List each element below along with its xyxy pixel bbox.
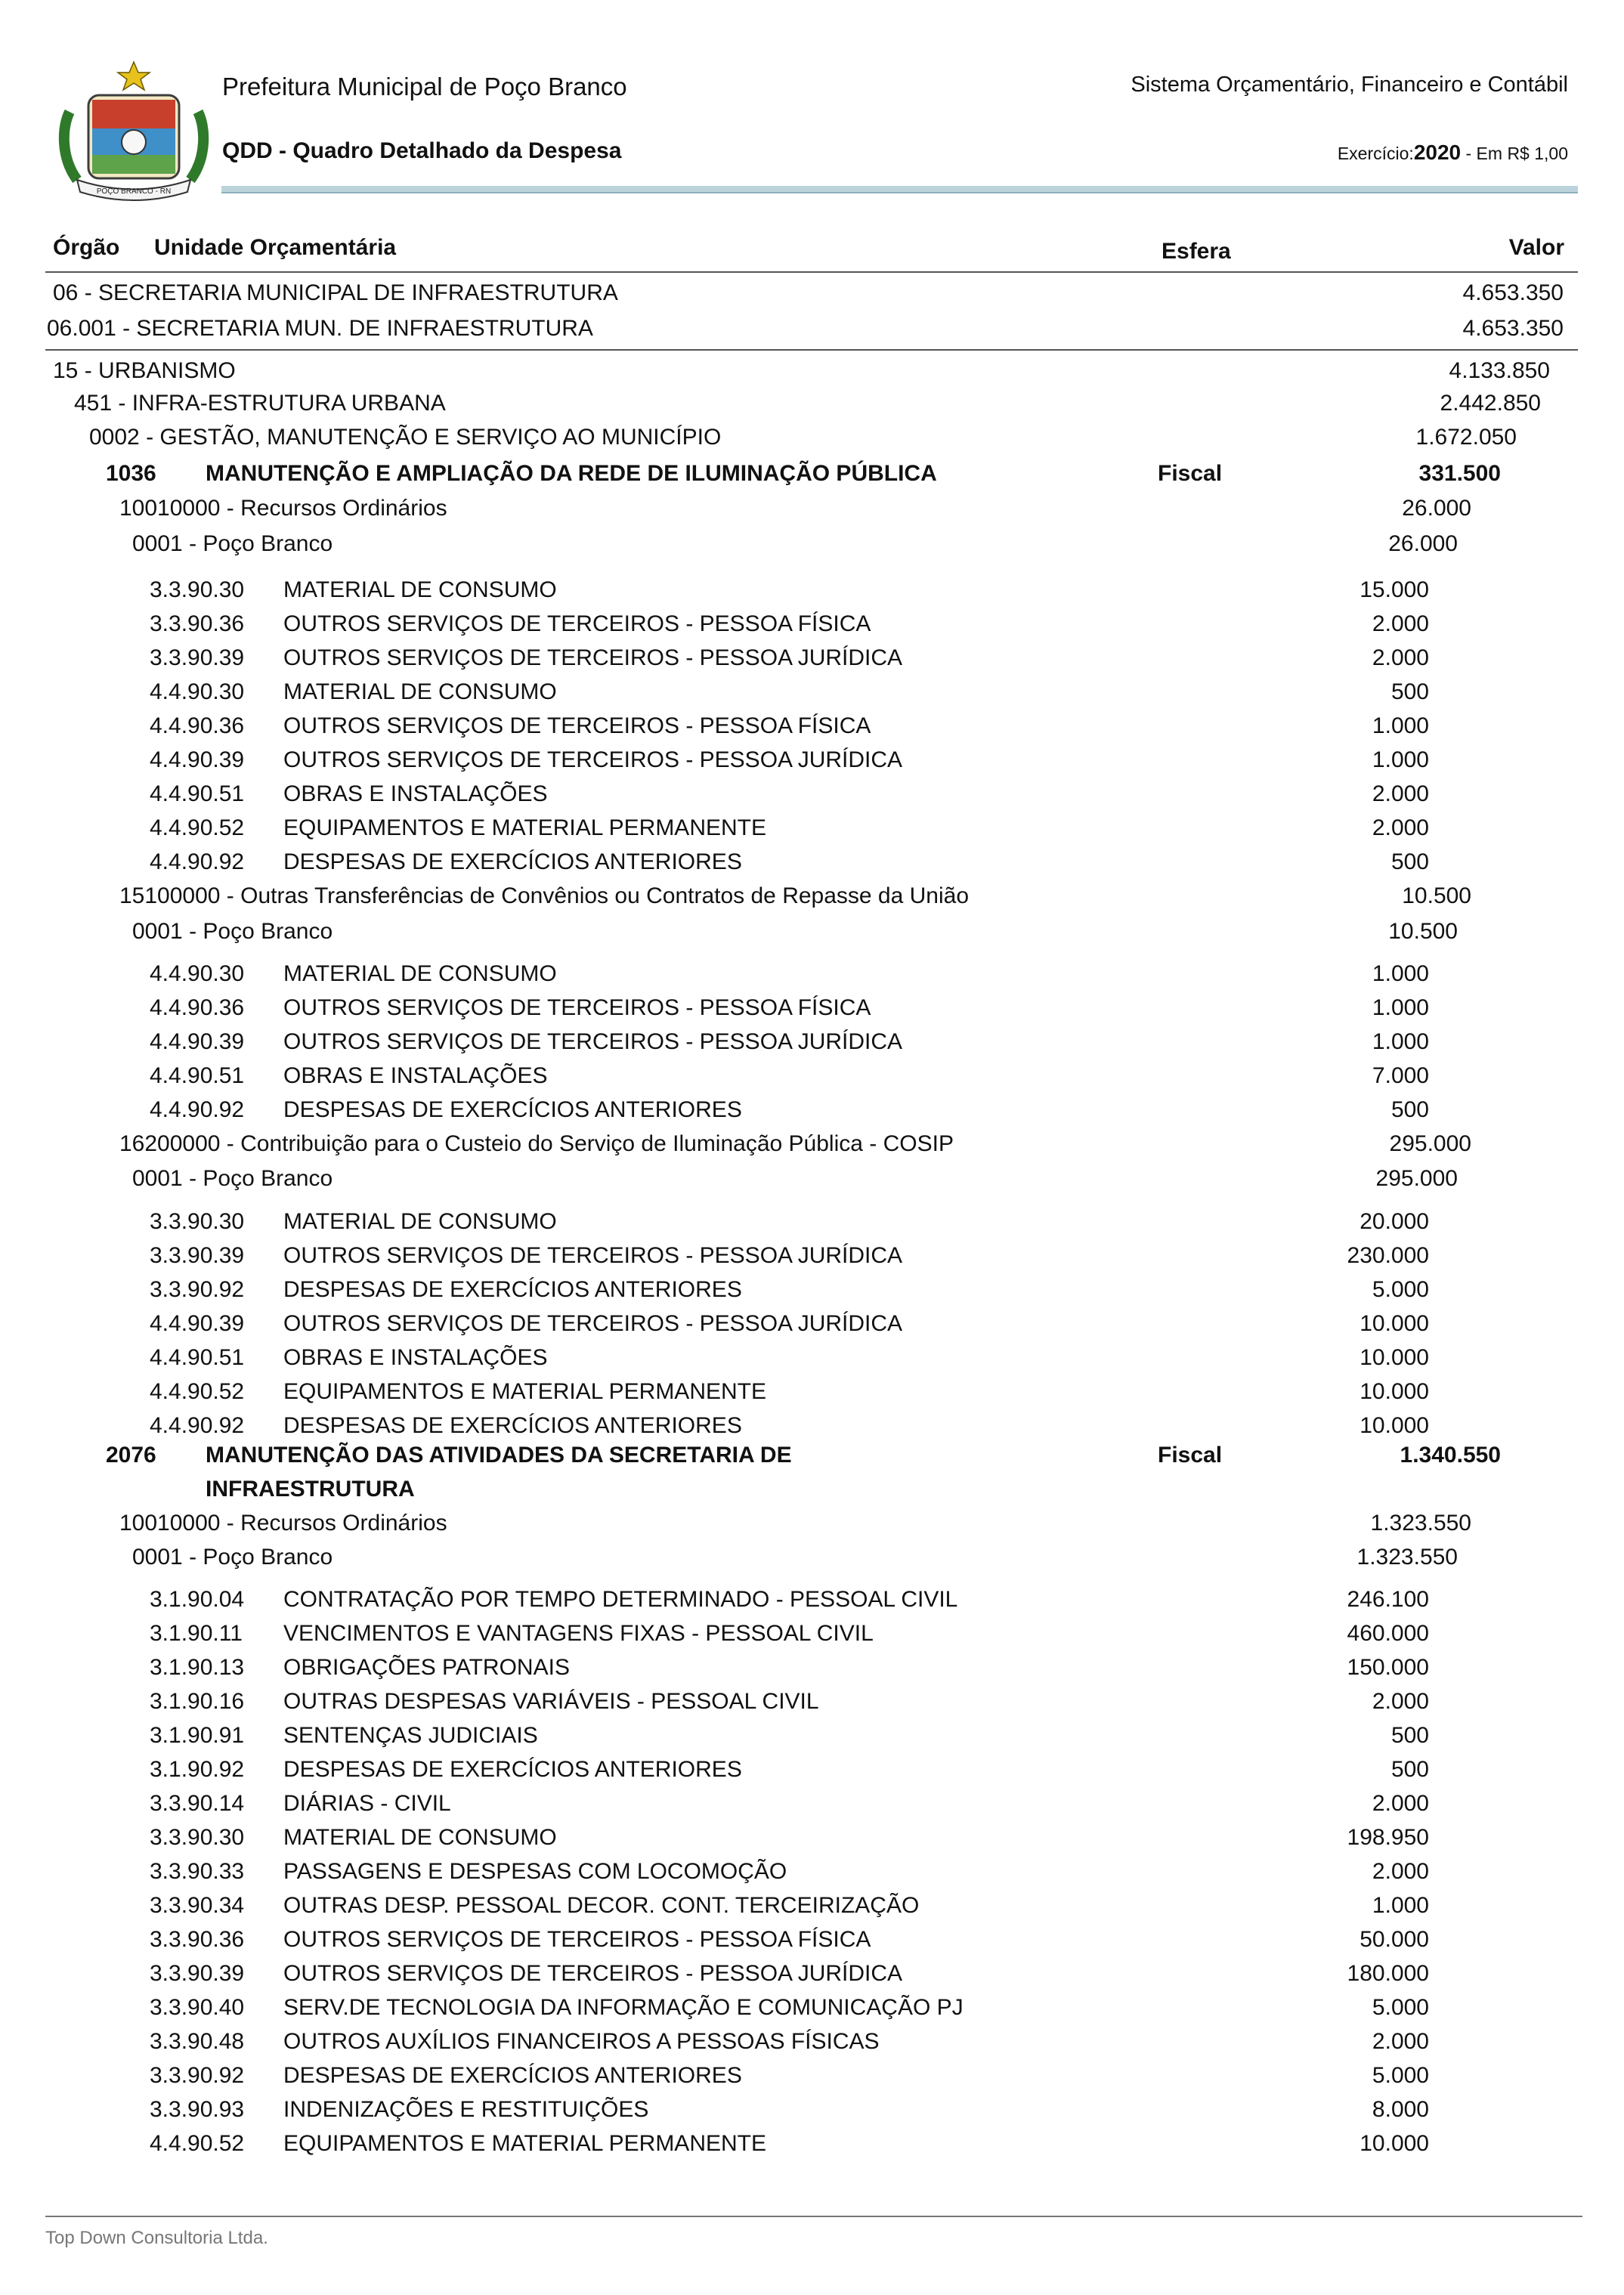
footer-rule: [45, 2216, 1582, 2217]
item-value: 5.000: [1372, 2063, 1429, 2088]
header-rule: [221, 186, 1578, 193]
col-esfera: Esfera: [1162, 239, 1231, 264]
expense-item-row: [0, 1341, 1624, 1375]
expense-item-row: [0, 2092, 1624, 2127]
expense-item-row: [0, 1718, 1624, 1753]
fonte-text: 10010000 - Recursos Ordinários: [119, 1511, 447, 1536]
item-code: 3.3.90.39: [150, 1243, 245, 1268]
item-code: 4.4.90.39: [150, 747, 245, 772]
local-row: [0, 914, 1624, 949]
local-text: 0001 - Poço Branco: [132, 1166, 333, 1191]
item-value: 10.000: [1360, 2131, 1429, 2156]
item-value: 198.950: [1347, 1825, 1429, 1850]
item-desc: OUTROS SERVIÇOS DE TERCEIROS - PESSOA FÍSICA: [283, 713, 871, 738]
item-desc: DIÁRIAS - CIVIL: [283, 1791, 451, 1816]
exercise-year: 2020: [1413, 141, 1462, 164]
item-value: 8.000: [1372, 2097, 1429, 2122]
item-desc: MATERIAL DE CONSUMO: [283, 1209, 557, 1234]
local-row: [0, 1161, 1624, 1196]
acao-row: [0, 456, 1624, 491]
system-name: Sistema Orçamentário, Financeiro e Contábil: [1131, 73, 1568, 97]
expense-item-row: [0, 607, 1624, 642]
expense-item-row: [0, 2126, 1624, 2161]
item-desc: PASSAGENS E DESPESAS COM LOCOMOÇÃO: [283, 1859, 787, 1884]
acao-code: 2076: [106, 1443, 156, 1468]
item-code: 4.4.90.52: [150, 1379, 245, 1404]
fonte-row: [0, 1127, 1624, 1161]
item-desc: OUTROS SERVIÇOS DE TERCEIROS - PESSOA JURÍDICA: [283, 645, 903, 670]
acao-name-cont: INFRAESTRUTURA: [206, 1477, 415, 1502]
expense-item-row: [0, 777, 1624, 812]
item-value: 150.000: [1347, 1655, 1429, 1680]
expense-item-row: [0, 1616, 1624, 1651]
item-value: 500: [1390, 679, 1429, 704]
item-code: 4.4.90.51: [150, 781, 245, 806]
fonte-value: 10.500: [1402, 883, 1471, 908]
item-code: 3.3.90.33: [150, 1859, 245, 1884]
fonte-text: 10010000 - Recursos Ordinários: [119, 496, 447, 521]
expense-item-row: [0, 1888, 1624, 1923]
expense-item-row: [0, 675, 1624, 710]
item-desc: OUTROS SERVIÇOS DE TERCEIROS - PESSOA JURÍDICA: [283, 747, 903, 772]
item-desc: OUTROS SERVIÇOS DE TERCEIROS - PESSOA JURÍDICA: [283, 1961, 903, 1986]
programa-row: [0, 420, 1624, 455]
expense-item-row: [0, 957, 1624, 991]
item-value: 2.000: [1372, 1791, 1429, 1816]
currency-note: - Em R$ 1,00: [1465, 144, 1568, 163]
item-value: 20.000: [1360, 1209, 1429, 1234]
acao-name: MANUTENÇÃO E AMPLIAÇÃO DA REDE DE ILUMINAÇÃO PÚBLICA: [206, 461, 937, 486]
item-code: 3.3.90.36: [150, 611, 245, 636]
item-value: 10.000: [1360, 1345, 1429, 1370]
item-code: 3.3.90.48: [150, 2029, 245, 2054]
fonte-value: 1.323.550: [1370, 1511, 1471, 1536]
footer-text: Top Down Consultoria Ltda.: [45, 2228, 268, 2248]
exercise-info: [1338, 141, 1568, 165]
expense-item-row: [0, 1025, 1624, 1059]
expense-item-row: [0, 845, 1624, 880]
expense-item-row: [0, 641, 1624, 676]
item-code: 3.3.90.40: [150, 1995, 245, 2020]
item-desc: OUTROS AUXÍLIOS FINANCEIROS A PESSOAS FÍSICAS: [283, 2029, 880, 2054]
expense-item-row: [0, 1990, 1624, 2025]
item-desc: EQUIPAMENTOS E MATERIAL PERMANENTE: [283, 815, 766, 840]
item-desc: OUTROS SERVIÇOS DE TERCEIROS - PESSOA FÍSICA: [283, 611, 871, 636]
item-value: 1.000: [1372, 747, 1429, 772]
item-value: 10.000: [1360, 1379, 1429, 1404]
local-text: 0001 - Poço Branco: [132, 1545, 333, 1570]
item-desc: MATERIAL DE CONSUMO: [283, 679, 557, 704]
item-desc: CONTRATAÇÃO POR TEMPO DETERMINADO - PESSOAL CIVIL: [283, 1587, 958, 1612]
expense-item-row: [0, 1239, 1624, 1273]
item-desc: OUTROS SERVIÇOS DE TERCEIROS - PESSOA JURÍDICA: [283, 1029, 903, 1054]
local-value: 26.000: [1388, 531, 1458, 556]
local-text: 0001 - Poço Branco: [132, 919, 333, 944]
expense-item-row: [0, 1093, 1624, 1127]
item-code: 3.1.90.16: [150, 1689, 245, 1714]
item-code: 4.4.90.52: [150, 2131, 245, 2156]
expense-item-row: [0, 1582, 1624, 1617]
item-desc: DESPESAS DE EXERCÍCIOS ANTERIORES: [283, 1277, 742, 1302]
fonte-text: 16200000 - Contribuição para o Custeio do Serviço de Iluminação Pública - COSIP: [119, 1131, 954, 1156]
unidade-row: [0, 311, 1624, 346]
col-valor: Valor: [1508, 235, 1564, 260]
expense-item-row: [0, 1752, 1624, 1787]
subfuncao-text: 451 - INFRA-ESTRUTURA URBANA: [74, 391, 446, 416]
item-desc: MATERIAL DE CONSUMO: [283, 577, 557, 602]
orgao-value: 4.653.350: [1462, 280, 1564, 305]
expense-item-row: [0, 709, 1624, 744]
funcao-text: 15 - URBANISMO: [53, 358, 236, 383]
item-desc: OUTRAS DESPESAS VARIÁVEIS - PESSOAL CIVIL: [283, 1689, 819, 1714]
item-value: 180.000: [1347, 1961, 1429, 1986]
item-desc: SENTENÇAS JUDICIAIS: [283, 1723, 538, 1748]
item-value: 1.000: [1372, 1029, 1429, 1054]
item-value: 2.000: [1372, 781, 1429, 806]
item-value: 5.000: [1372, 1995, 1429, 2020]
item-code: 3.3.90.39: [150, 1961, 245, 1986]
fonte-value: 295.000: [1389, 1131, 1471, 1156]
item-value: 2.000: [1372, 611, 1429, 636]
municipal-crest-logo: [47, 59, 221, 209]
item-code: 3.3.90.34: [150, 1893, 245, 1918]
expense-item-row: [0, 1273, 1624, 1307]
acao-name: MANUTENÇÃO DAS ATIVIDADES DA SECRETARIA DE: [206, 1443, 792, 1468]
item-code: 4.4.90.30: [150, 961, 245, 986]
item-desc: OUTRAS DESP. PESSOAL DECOR. CONT. TERCEIRIZAÇÃO: [283, 1893, 920, 1918]
item-desc: OUTROS SERVIÇOS DE TERCEIROS - PESSOA FÍSICA: [283, 1927, 871, 1952]
item-code: 3.1.90.13: [150, 1655, 245, 1680]
item-desc: OUTROS SERVIÇOS DE TERCEIROS - PESSOA FÍSICA: [283, 995, 871, 1020]
item-code: 4.4.90.39: [150, 1029, 245, 1054]
item-value: 1.000: [1372, 1893, 1429, 1918]
item-desc: DESPESAS DE EXERCÍCIOS ANTERIORES: [283, 849, 742, 874]
orgao-text: 06 - SECRETARIA MUNICIPAL DE INFRAESTRUTURA: [53, 280, 618, 305]
item-value: 2.000: [1372, 1859, 1429, 1884]
report-subtitle: QDD - Quadro Detalhado da Despesa: [222, 138, 622, 163]
local-value: 295.000: [1375, 1166, 1458, 1191]
fonte-row: [0, 491, 1624, 526]
item-desc: MATERIAL DE CONSUMO: [283, 961, 557, 986]
item-code: 4.4.90.36: [150, 995, 245, 1020]
expense-item-row: [0, 2024, 1624, 2059]
funcao-value: 4.133.850: [1449, 358, 1550, 383]
item-value: 2.000: [1372, 2029, 1429, 2054]
item-value: 1.000: [1372, 995, 1429, 1020]
item-code: 4.4.90.51: [150, 1345, 245, 1370]
item-desc: OBRAS E INSTALAÇÕES: [283, 781, 548, 806]
unidade-text: 06.001 - SECRETARIA MUN. DE INFRAESTRUTURA: [47, 316, 593, 341]
item-desc: OUTROS SERVIÇOS DE TERCEIROS - PESSOA JURÍDICA: [283, 1243, 903, 1268]
acao-value: 1.340.550: [1400, 1443, 1501, 1468]
expense-item-row: [0, 1956, 1624, 1991]
expense-item-row: [0, 1205, 1624, 1239]
acao-esfera: Fiscal: [1158, 1443, 1223, 1468]
exercise-label: Exercício:: [1337, 144, 1414, 163]
item-code: 4.4.90.30: [150, 679, 245, 704]
acao-row: [0, 1438, 1624, 1473]
item-desc: INDENIZAÇÕES E RESTITUIÇÕES: [283, 2097, 649, 2122]
item-desc: DESPESAS DE EXERCÍCIOS ANTERIORES: [283, 1413, 742, 1438]
item-code: 4.4.90.51: [150, 1063, 245, 1088]
item-code: 3.3.90.39: [150, 645, 245, 670]
item-desc: MATERIAL DE CONSUMO: [283, 1825, 557, 1850]
unidade-value: 4.653.350: [1462, 316, 1564, 341]
item-code: 3.1.90.92: [150, 1757, 245, 1782]
item-value: 2.000: [1372, 1689, 1429, 1714]
item-desc: DESPESAS DE EXERCÍCIOS ANTERIORES: [283, 1097, 742, 1122]
fonte-row: [0, 1506, 1624, 1541]
col-unidade: Unidade Orçamentária: [154, 235, 397, 260]
expense-item-row: [0, 1684, 1624, 1719]
item-code: 4.4.90.92: [150, 1097, 245, 1122]
item-value: 500: [1390, 1757, 1429, 1782]
fonte-text: 15100000 - Outras Transferências de Convênios ou Contratos de Repasse da União: [119, 883, 970, 908]
expense-item-row: [0, 1820, 1624, 1855]
item-code: 3.3.90.30: [150, 1825, 245, 1850]
expense-item-row: [0, 1786, 1624, 1821]
orgao-row: [0, 276, 1624, 311]
local-text: 0001 - Poço Branco: [132, 531, 333, 556]
column-header-rule: [45, 271, 1578, 273]
item-code: 3.1.90.11: [150, 1621, 243, 1646]
item-code: 4.4.90.39: [150, 1311, 245, 1336]
acao-esfera: Fiscal: [1158, 461, 1223, 486]
item-desc: OBRAS E INSTALAÇÕES: [283, 1063, 548, 1088]
expense-item-row: [0, 1375, 1624, 1409]
local-value: 1.323.550: [1356, 1545, 1458, 1570]
expense-item-row: [0, 1059, 1624, 1093]
item-value: 246.100: [1347, 1587, 1429, 1612]
expense-item-row: [0, 1650, 1624, 1685]
funcao-row: [0, 354, 1624, 388]
acao-row-cont: [0, 1472, 1624, 1507]
local-row: [0, 1540, 1624, 1575]
item-code: 4.4.90.92: [150, 1413, 245, 1438]
item-desc: OBRIGAÇÕES PATRONAIS: [283, 1655, 570, 1680]
expense-item-row: [0, 1307, 1624, 1341]
item-desc: EQUIPAMENTOS E MATERIAL PERMANENTE: [283, 2131, 766, 2156]
local-row: [0, 527, 1624, 561]
item-code: 3.3.90.92: [150, 1277, 245, 1302]
item-desc: SERV.DE TECNOLOGIA DA INFORMAÇÃO E COMUNICAÇÃO PJ: [283, 1995, 964, 2020]
item-code: 4.4.90.36: [150, 713, 245, 738]
fonte-value: 26.000: [1402, 496, 1471, 521]
programa-text: 0002 - GESTÃO, MANUTENÇÃO E SERVIÇO AO MUNICÍPIO: [89, 425, 722, 450]
item-value: 500: [1390, 849, 1429, 874]
item-code: 3.3.90.36: [150, 1927, 245, 1952]
expense-item-row: [0, 991, 1624, 1025]
item-value: 500: [1390, 1097, 1429, 1122]
item-code: 3.3.90.30: [150, 577, 245, 602]
programa-value: 1.672.050: [1415, 425, 1517, 450]
crest-banner-text: POÇO BRANCO - RN: [96, 187, 172, 196]
item-desc: DESPESAS DE EXERCÍCIOS ANTERIORES: [283, 1757, 742, 1782]
fonte-row: [0, 879, 1624, 914]
item-code: 3.1.90.91: [150, 1723, 245, 1748]
item-code: 3.3.90.14: [150, 1791, 245, 1816]
page-title: Prefeitura Municipal de Poço Branco: [222, 73, 627, 101]
item-value: 50.000: [1360, 1927, 1429, 1952]
item-value: 10.000: [1360, 1311, 1429, 1336]
item-value: 1.000: [1372, 961, 1429, 986]
item-desc: OBRAS E INSTALAÇÕES: [283, 1345, 548, 1370]
item-code: 3.3.90.30: [150, 1209, 245, 1234]
col-orgao: Órgão: [53, 235, 120, 260]
expense-item-row: [0, 1922, 1624, 1957]
local-value: 10.500: [1388, 919, 1458, 944]
item-desc: DESPESAS DE EXERCÍCIOS ANTERIORES: [283, 2063, 742, 2088]
item-value: 460.000: [1347, 1621, 1429, 1646]
item-code: 3.1.90.04: [150, 1587, 245, 1612]
item-value: 7.000: [1372, 1063, 1429, 1088]
item-value: 2.000: [1372, 645, 1429, 670]
expense-item-row: [0, 811, 1624, 846]
item-desc: OUTROS SERVIÇOS DE TERCEIROS - PESSOA JURÍDICA: [283, 1311, 903, 1336]
item-value: 500: [1390, 1723, 1429, 1748]
item-desc: VENCIMENTOS E VANTAGENS FIXAS - PESSOAL CIVIL: [283, 1621, 874, 1646]
item-value: 230.000: [1347, 1243, 1429, 1268]
item-code: 4.4.90.52: [150, 815, 245, 840]
item-code: 3.3.90.92: [150, 2063, 245, 2088]
subfuncao-row: [0, 386, 1624, 421]
subfuncao-value: 2.442.850: [1440, 391, 1541, 416]
item-value: 5.000: [1372, 1277, 1429, 1302]
item-value: 1.000: [1372, 713, 1429, 738]
unidade-rule: [45, 349, 1578, 351]
item-code: 4.4.90.92: [150, 849, 245, 874]
expense-item-row: [0, 2058, 1624, 2093]
item-value: 15.000: [1360, 577, 1429, 602]
item-desc: EQUIPAMENTOS E MATERIAL PERMANENTE: [283, 1379, 766, 1404]
expense-item-row: [0, 1854, 1624, 1889]
item-value: 10.000: [1360, 1413, 1429, 1438]
item-value: 2.000: [1372, 815, 1429, 840]
acao-code: 1036: [106, 461, 156, 486]
expense-item-row: [0, 743, 1624, 778]
item-code: 3.3.90.93: [150, 2097, 245, 2122]
expense-item-row: [0, 573, 1624, 608]
acao-value: 331.500: [1418, 461, 1501, 486]
